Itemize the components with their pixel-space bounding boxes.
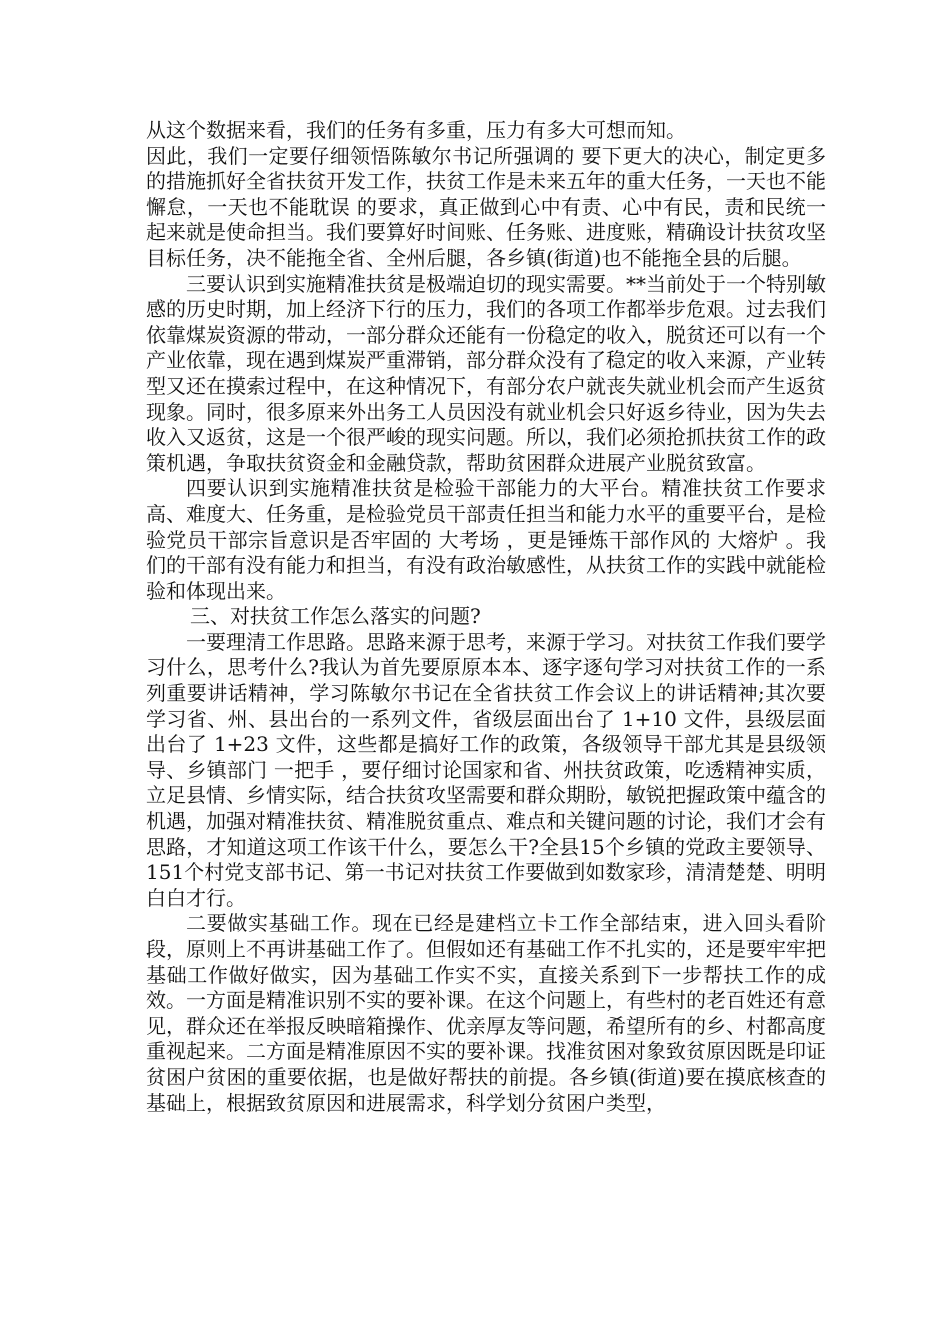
paragraph-clarify-thinking: 一要理清工作思路。思路来源于思考，来源于学习。对扶贫工作我们要学习什么，思考什么?我认为首先要原原本本、逐字逐句学习对扶贫工作的一系列重要讲话精神，学习陈敏尔书记在全省扶贫工作会议上的讲话精神;其次要学习省、州、县出台的一系列文件，省级层面出台了 1+10 文件，县级层面出台了 1+23 文件，这些都是搞好工作的政策，各级领导干部尤其是县级领导、乡镇部门 一把手 ，要仔细讨论国家和省、州扶贫政策，吃透精神实质，立足县情、乡情实际，结合扶贫攻坚需要和群众期盼，敏锐把握政策中蕴含的机遇，加强对精准扶贫、精准脱贫重点、难点和关键问题的讨论，我们才会有思路，才知道这项工作该干什么，要怎么干?全县15个乡镇的党政主要领导、151个村党支部书记、第一书记对扶贫工作要做到如数家珍，清清楚楚、明明白白才行。 [146,629,826,910]
paragraph-point-four: 四要认识到实施精准扶贫是检验干部能力的大平台。精准扶贫工作要求高、难度大、任务重，是检验党员干部责任担当和能力水平的重要平台，是检验党员干部宗旨意识是否牢固的 大考场 ，更是锤炼干部作风的 大熔炉 。我们的干部有没有能力和担当，有没有政治敏感性，从扶贫工作的实践中就能检验和体现出来。 [146,476,826,603]
paragraph-point-three: 三要认识到实施精准扶贫是极端迫切的现实需要。**当前处于一个特别敏感的历史时期，加上经济下行的压力，我们的各项工作都举步危艰。过去我们依靠煤炭资源的带动，一部分群众还能有一份稳定的收入，脱贫还可以有一个产业依靠，现在遇到煤炭严重滞销，部分群众没有了稳定的收入来源，产业转型又还在摸索过程中，在这种情况下，有部分农户就丧失就业机会而产生返贫现象。同时，很多原来外出务工人员因没有就业机会只好返乡待业，因为失去收入又返贫，这是一个很严峻的现实问题。所以，我们必须抢抓扶贫工作的政策机遇，争取扶贫资金和金融贷款，帮助贫困群众进展产业脱贫致富。 [146,271,826,475]
paragraph-foundation-work: 二要做实基础工作。现在已经是建档立卡工作全部结束，进入回头看阶段，原则上不再讲基础工作了。但假如还有基础工作不扎实的，还是要牢牢把基础工作做好做实，因为基础工作实不实，直接关系到下一步帮扶工作的成效。一方面是精准识别不实的要补课。在这个问题上，有些村的老百姓还有意见，群众还在举报反映暗箱操作、优亲厚友等问题，希望所有的乡、村都高度重视起来。二方面是精准原因不实的要补课。找准贫困对象致贫原因既是印证贫困户贫困的重要依据，也是做好帮扶的前提。各乡镇(街道)要在摸底核查的基础上，根据致贫原因和进展需求，科学划分贫困户类型， [146,911,826,1115]
document-body [146,118,826,1116]
paragraph-opening-line: 从这个数据来看，我们的任务有多重，压力有多大可想而知。 [146,118,686,142]
section-heading-implementation: 三、对扶贫工作怎么落实的问题? [190,604,481,629]
paragraph-task-requirements: 因此，我们一定要仔细领悟陈敏尔书记所强调的 要下更大的决心，制定更多的措施抓好全省扶贫开发工作，扶贫工作是未来五年的重大任务，一天也不能懈怠，一天也不能耽误 的要求，真正做到心中有责、心中有民，责和民统一起来就是使命担当。我们要算好时间账、任务账、进度账，精确设计扶贫攻坚目标任务，决不能拖全省、全州后腿，各乡镇(街道)也不能拖全县的后腿。 [146,143,826,270]
